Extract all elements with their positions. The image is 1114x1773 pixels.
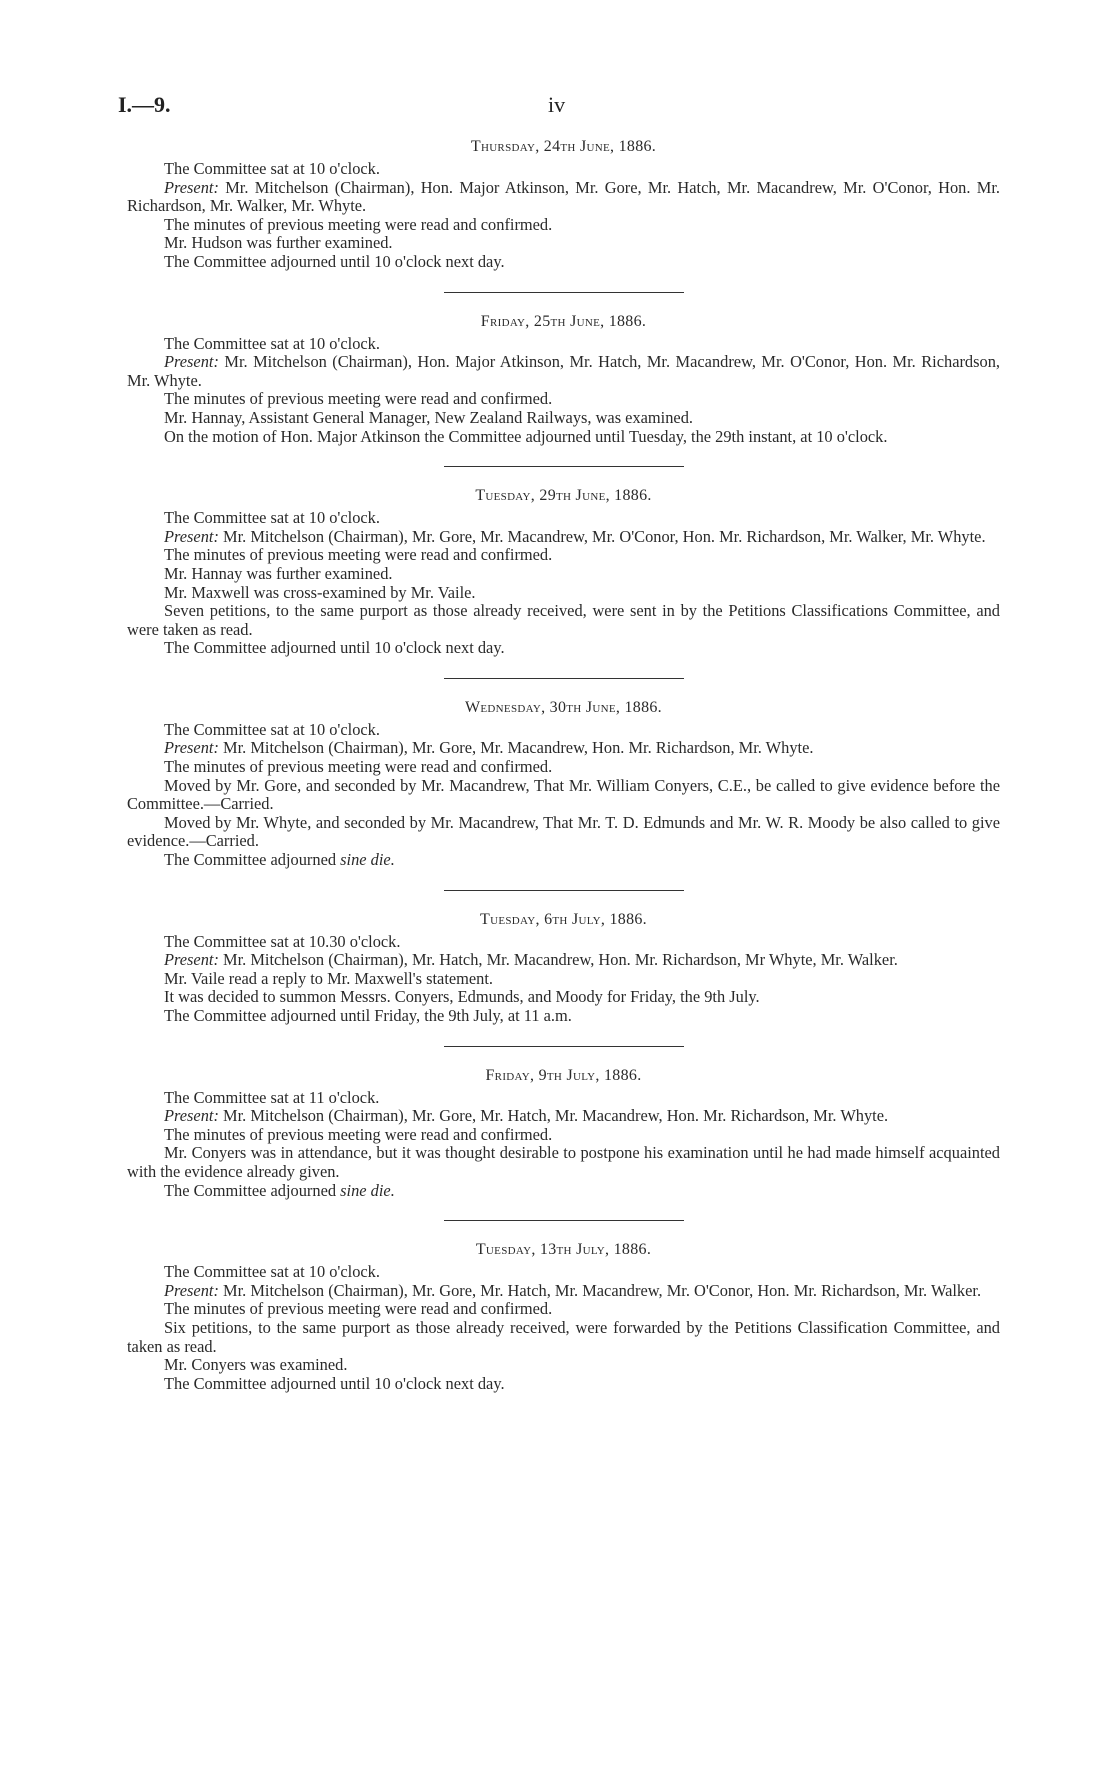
minute-line: Mr. Conyers was in attendance, but it was thought desirable to postpone his examination until he had made himself acquainted with the evidence already given. — [127, 1143, 1000, 1181]
section-divider — [444, 1046, 684, 1047]
meeting-date: Tuesday, 29th June, 1886. — [475, 487, 652, 505]
page-header — [118, 92, 998, 122]
minute-line: Six petitions, to the same purport as those already received, were forwarded by the Petitions Classification Committee, and taken as read. — [127, 1317, 1000, 1356]
minute-line: The minutes of previous meeting were read and confirmed. — [164, 757, 553, 777]
minute-line: The Committee adjourned until 10 o'clock next day. — [164, 638, 505, 658]
meeting-date: Tuesday, 6th July, 1886. — [480, 910, 647, 928]
minute-line: The Committee adjourned until 10 o'clock next day. — [164, 251, 505, 271]
meeting-entry — [127, 699, 1000, 870]
present-line — [127, 1107, 1000, 1126]
page-reference: I.—9. — [118, 92, 171, 117]
meeting-entry — [127, 138, 1000, 272]
minute-line: The Committee sat at 10 o'clock. — [164, 159, 380, 178]
meeting-date: Tuesday, 13th July, 1886. — [475, 1241, 652, 1259]
minute-line: The Committee sat at 11 o'clock. — [164, 1087, 380, 1107]
present-label: Present: — [164, 1280, 219, 1300]
present-line — [127, 179, 1000, 216]
attendees: Mr. Mitchelson (Chairman), Hon. Major Atkinson, Mr. Hatch, Mr. Macandrew, Mr. O'Conor, Hon. Mr. Richardson, Mr. Whyte. — [127, 352, 1000, 390]
meeting-entry — [127, 1241, 1000, 1393]
minute-line: The Committee sat at 10.30 o'clock. — [164, 931, 401, 951]
page-number: iv — [548, 92, 566, 117]
minute-line: Mr. Conyers was examined. — [164, 1355, 348, 1375]
meeting-date: Friday, 9th July, 1886. — [485, 1066, 642, 1084]
present-label: Present: — [164, 352, 219, 372]
present-line — [127, 951, 1000, 970]
minute-line: The Committee sat at 10 o'clock. — [164, 508, 380, 528]
section-divider — [444, 466, 684, 467]
adjournment-line — [127, 851, 1000, 870]
minutes-body — [127, 138, 1000, 1393]
minute-line: Moved by Mr. Whyte, and seconded by Mr. Macandrew, That Mr. T. D. Edmunds and Mr. W. R. Moody be also called to give evidence.—Carried. — [127, 812, 1000, 851]
adjournment-text: The Committee adjourned — [164, 1180, 337, 1200]
attendees: Mr. Mitchelson (Chairman), Mr. Gore, Mr. Macandrew, Mr. O'Conor, Hon. Mr. Richardson, Mr. Walker, Mr. Whyte. — [223, 526, 986, 546]
meeting-date: Friday, 25th June, 1886. — [480, 312, 647, 330]
section-divider — [444, 1220, 684, 1221]
minute-line: Mr. Maxwell was cross-examined by Mr. Vaile. — [164, 582, 476, 602]
present-line — [127, 353, 1000, 390]
minute-line: On the motion of Hon. Major Atkinson the Committee adjourned until Tuesday, the 29th instant, at 10 o'clock. — [164, 426, 888, 446]
section-divider — [444, 890, 684, 891]
meeting-entry — [127, 1067, 1000, 1201]
section-divider — [444, 678, 684, 679]
minute-line: The minutes of previous meeting were read and confirmed. — [164, 214, 553, 234]
minute-line: Mr. Hannay was further examined. — [164, 563, 393, 583]
minute-line: The Committee sat at 10 o'clock. — [164, 333, 380, 353]
minute-line: The Committee adjourned until Friday, the 9th July, at 11 a.m. — [164, 1006, 572, 1025]
minute-line: Mr. Vaile read a reply to Mr. Maxwell's statement. — [164, 968, 494, 988]
section-divider — [444, 292, 684, 293]
present-line — [127, 739, 1000, 758]
present-label: Present: — [164, 950, 219, 970]
minute-line: The minutes of previous meeting were read and confirmed. — [164, 545, 553, 565]
attendees: Mr. Mitchelson (Chairman), Mr. Gore, Mr. Hatch, Mr. Macandrew, Hon. Mr. Richardson, Mr. Whyte. — [223, 1106, 889, 1126]
minute-line: The minutes of previous meeting were read and confirmed. — [164, 389, 553, 409]
meeting-date: Wednesday, 30th June, 1886. — [465, 698, 662, 716]
adjournment-text: The Committee adjourned — [164, 850, 337, 870]
minute-line: The minutes of previous meeting were read and confirmed. — [164, 1124, 553, 1144]
minute-line: The Committee adjourned until 10 o'clock next day. — [164, 1373, 505, 1393]
present-label: Present: — [164, 526, 219, 546]
minute-line: Moved by Mr. Gore, and seconded by Mr. Macandrew, That Mr. William Conyers, C.E., be called to give evidence before the Committee.—Carried. — [127, 775, 1000, 814]
minute-line: Mr. Hudson was further examined. — [164, 233, 393, 253]
present-label: Present: — [164, 177, 219, 197]
meeting-entry — [127, 487, 1000, 658]
present-label: Present: — [164, 1106, 219, 1126]
attendees: Mr. Mitchelson (Chairman), Hon. Major Atkinson, Mr. Gore, Mr. Hatch, Mr. Macandrew, Mr. O'Conor, Hon. Mr. Richardson, Mr. Walker, Mr. Whyte. — [127, 177, 1000, 216]
minute-line: The minutes of previous meeting were read and confirmed. — [164, 1299, 553, 1319]
minute-line: Seven petitions, to the same purport as those already received, were sent in by the Petitions Classifications Committee, and were taken as read. — [127, 601, 1000, 639]
attendees: Mr. Mitchelson (Chairman), Mr. Hatch, Mr. Macandrew, Hon. Mr. Richardson, Mr Whyte, Mr. Walker. — [223, 950, 898, 970]
minute-line: Mr. Hannay, Assistant General Manager, New Zealand Railways, was examined. — [164, 407, 693, 427]
meeting-entry — [127, 313, 1000, 447]
meeting-entry — [127, 911, 1000, 1026]
adjournment-line — [127, 1182, 1000, 1201]
minute-line: It was decided to summon Messrs. Conyers, Edmunds, and Moody for Friday, the 9th July. — [164, 987, 760, 1007]
adjournment-italic: sine die. — [340, 1180, 395, 1200]
present-line — [127, 1282, 1000, 1301]
attendees: Mr. Mitchelson (Chairman), Mr. Gore, Mr. Hatch, Mr. Macandrew, Mr. O'Conor, Hon. Mr. Richardson, Mr. Walker. — [223, 1280, 982, 1300]
present-label: Present: — [164, 738, 219, 758]
minute-line: The Committee sat at 10 o'clock. — [164, 719, 380, 739]
attendees: Mr. Mitchelson (Chairman), Mr. Gore, Mr. Macandrew, Hon. Mr. Richardson, Mr. Whyte. — [223, 738, 814, 758]
meeting-date: Thursday, 24th June, 1886. — [470, 138, 657, 155]
adjournment-italic: sine die. — [340, 850, 395, 870]
present-line — [127, 528, 1000, 547]
minute-line: The Committee sat at 10 o'clock. — [164, 1262, 380, 1282]
